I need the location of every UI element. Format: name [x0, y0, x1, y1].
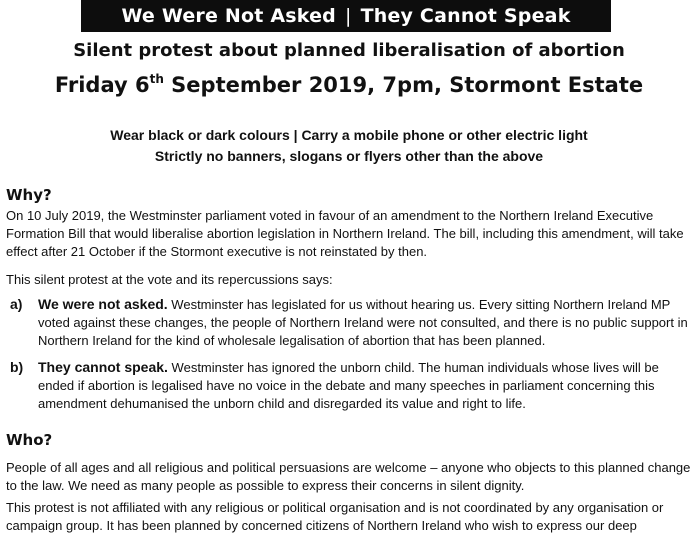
date-rest: September 2019, 7pm, Stormont Estate: [163, 73, 644, 97]
subtitle: Silent protest about planned liberalisation of abortion: [73, 40, 625, 61]
why-heading: Why?: [6, 186, 52, 204]
date-ordinal: th: [149, 72, 164, 86]
why-paragraph-2: This silent protest at the vote and its repercussions says:: [6, 272, 333, 287]
guidance-line-2: Strictly no banners, slogans or flyers other than the above: [154, 148, 544, 164]
list-item-body: [38, 295, 696, 350]
list-item-lead: We were not asked.: [38, 296, 168, 312]
list-item-body: [38, 358, 696, 413]
list-marker: b): [10, 359, 24, 375]
list-marker: a): [10, 296, 23, 312]
list-item-text: Westminster has ignored the unborn child. The human individuals whose lives will be ended if abortion is legalised have no voice in the debate and many speeches in parliament concerning this amendment dehumanised the unborn child and disregarded its value and right to life.: [38, 360, 659, 411]
list-item-text: Westminster has legislated for us without hearing us. Every sitting Northern Ireland MP voted against these changes, the people of Northern Ireland were not consulted, and there is no public support in Northern Ireland for the kind of wholesale legalisation of abortion that has been planned.: [38, 297, 688, 348]
list-item-a: [6, 295, 696, 350]
list-item-b: [6, 358, 696, 413]
banner-left-text: We Were Not Asked: [121, 5, 336, 27]
who-paragraph-2: This protest is not affiliated with any religious or political organisation and is not coordinated by any organisation or campaign group. It has been planned by concerned citizens of Northern Ireland who wish to express our deep: [6, 500, 664, 533]
who-heading: Who?: [6, 431, 53, 449]
guidance-line-1: Wear black or dark colours | Carry a mobile phone or other electric light: [110, 127, 588, 143]
banner-right-text: They Cannot Speak: [360, 5, 571, 27]
why-paragraph-1: On 10 July 2019, the Westminster parliament voted in favour of an amendment to the Northern Ireland Executive Formation Bill that would liberalise abortion legislation in Northern Ireland. The bill, including this amendment, will take effect after 21 October if the Stormont executive is not reinstated by then.: [6, 208, 684, 259]
banner-separator: |: [344, 5, 352, 27]
title-banner: [81, 0, 611, 32]
who-paragraph-1: People of all ages and all religious and political persuasions are welcome – anyone who objects to this planned change to the law. We need as many people as possible to express their concerns in silent dignity.: [6, 460, 691, 493]
list-item-lead: They cannot speak.: [38, 359, 168, 375]
date-day: Friday 6: [54, 73, 150, 97]
event-date-line: [0, 73, 698, 97]
